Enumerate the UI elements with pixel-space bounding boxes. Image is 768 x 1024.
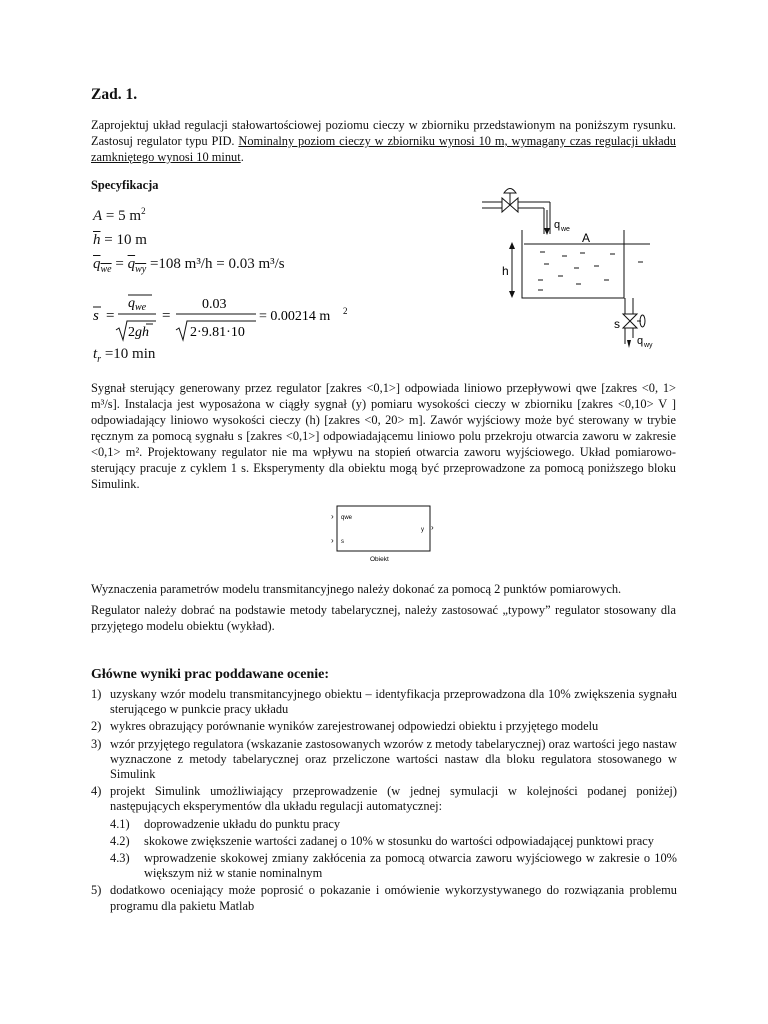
label-qwe: q (554, 219, 561, 231)
list-subitem: 4.3) wprowadzenie skokowej zmiany zakłócenia za pomocą otwarcia zaworu wyjściowego w zakresie o 10% większym niż w stanie nominalnym (110, 851, 677, 881)
regulator-paragraph: Regulator należy dobrać na podstawie metody tabelarycznej, należy zastosować „typowy” regulator stosowany dla przyjętego modelu obiektu (wykład). (91, 603, 676, 633)
formula-height-lhs: $\overline{h}$ (93, 232, 101, 248)
list-item: 2) wykres obrazujący porównanie wyników zarejestrowanej odpowiedzi obiektu i przyjętego modelu (91, 719, 599, 734)
block-output-y: y (421, 527, 424, 533)
formula-regulation-time: $t_r =10$ min (93, 346, 156, 365)
formula-s-rhs: = 0.00214 m (259, 309, 331, 324)
block-input-s: s (341, 539, 344, 545)
formula-tr-rhs: =10 min (104, 346, 156, 362)
results-list (91, 687, 677, 916)
port-in-1-icon: › (331, 512, 334, 521)
description-paragraph: Sygnał sterujący generowany przez regulator [zakres <0,1>] odpowiada liniowo przepływowi qwe [zakres <0, 1> m³/s]. Instalacja jest wyposażona w ciągły sygnał (y) pomiaru wysokości cieczy w zbiorniku [zakres <0,10> V ] odpowiadający liniowo wysokości cieczy (h) [zakres <0, 20> m]. Zawór wyjściowy może być sterowany w trybie ręcznym za pomocą sygnału s [zakres <0,1>] odpowiadającemu liniowo polu przekroju otwarcia zaworu w zakresie <0,1> m². Projektowany regulator nie ma wpływu na stopień otwarcia zaworu wyjściowego. Układ pomiarowo-sterujący pracuje z cyklem 1 s. Eksperymenty dla obiektu mogą być przeprowadzone za pomocą poniższego bloku Simulink. (91, 381, 676, 491)
block-input-qwe: qwe (341, 515, 353, 521)
task-title: Zad. 1. (91, 86, 138, 103)
method-paragraph: Wyznaczenia parametrów modelu transmitancyjnego należy dokonać za pomocą 2 punktów pomiarowych. (91, 582, 622, 596)
liquid-marks (538, 252, 643, 290)
formula-valve-area (90, 290, 360, 346)
list-item: 4) projekt Simulink umożliwiający przeprowadzenie (w jednej symulacji w kolejności podanej poniżej) następujących eksperymentów dla układu regulacji automatycznej: (91, 784, 677, 814)
inflow-arrow-icon (544, 228, 550, 235)
simulink-block-box (337, 506, 430, 551)
formula-flow-rhs: =108 m³/h = 0.03 m³/s (149, 256, 285, 272)
formula-area: A = 5 $m^2$ (93, 206, 146, 224)
formula-s-lhs: s (93, 308, 99, 324)
intro-text: Zaprojektuj układ regulacji stałowartościowej poziomu cieczy w zbiorniku przedstawionym na poniższym rysunku. Zastosuj regulator typu PID. (91, 118, 676, 148)
label-qwy: q (637, 335, 644, 347)
simulink-block (330, 504, 440, 566)
label-height: h (502, 264, 509, 278)
formula-s-numerator: 0.03 (202, 297, 227, 312)
svg-text:2gh: 2gh (128, 325, 149, 340)
height-arrow-down-icon (509, 291, 515, 298)
formula-area-lhs: A (93, 208, 103, 224)
intro-underlined-text: Nominalny poziom cieczy w zbiorniku wynosi 10 m, wymagany czas regulacji układu zamkniętego wynosi 10 minut (91, 134, 676, 164)
list-subitem: 4.2) skokowe zwiększenie wartości zadanej o 10% w stosunku do wartości odpowiadającej punktowi pracy (110, 833, 654, 848)
outflow-arrow-icon (627, 340, 631, 348)
tank-outline (522, 230, 624, 298)
formula-height-rhs: = 10 m (104, 232, 147, 248)
label-tank-area: A (582, 231, 591, 245)
formula-s-denominator: 2·9.81·10 (190, 325, 245, 340)
svg-text:=: = (106, 308, 115, 324)
results-heading: Główne wyniki prac poddawane ocenie: (91, 667, 330, 682)
svg-text:=: = (162, 308, 171, 324)
formula-flow: $q_{we} = q_{wy} =108$ m³/h = 0.03 m³/s (93, 256, 285, 275)
svg-text:qwe: $q_{we}$ (128, 296, 147, 313)
svg-text:2: 2 (343, 306, 348, 316)
port-out-icon: › (431, 523, 434, 532)
intro-paragraph (91, 117, 676, 165)
label-qwe-sub: we (561, 226, 570, 233)
formula-tr-lhs: t (93, 346, 98, 362)
list-item: 5) dodatkowo oceniający może poprosić o pokazanie i omówienie wykorzystywanego do rozwiązania problemu programu dla pakietu Matlab (91, 883, 677, 913)
outlet-valve-icon (623, 314, 645, 328)
spec-heading: Specyfikacja (91, 178, 159, 192)
label-qwy-sub: wy (644, 342, 653, 349)
list-item: 1) uzyskany wzór modelu transmitancyjnego obiektu – identyfikacja przeprowadzona dla 10% zwiększenia sygnału sterującego w punkcie pracy układu (91, 687, 677, 717)
list-item: 3) wzór przyjętego regulatora (wskazanie zastosowanych wzorów z metody tabelarycznej) oraz wartości jego nastaw wyznaczone z metody tabelarycznej oraz przeliczone wartości nastaw dla bloku regulatora stosowanego w Simulink (91, 736, 677, 782)
formula-height (93, 232, 147, 249)
label-valve-s: s (614, 317, 620, 331)
formula-area-rhs: = 5 m (105, 208, 142, 224)
intro-end: . (240, 150, 244, 164)
block-caption: Obiekt (370, 556, 389, 563)
port-in-2-icon: › (331, 536, 334, 545)
inlet-valve-icon (502, 189, 518, 213)
tank-diagram (480, 180, 680, 360)
height-arrow-up-icon (509, 242, 515, 249)
list-subitem: 4.1) doprowadzenie układu do punktu pracy (110, 816, 341, 831)
